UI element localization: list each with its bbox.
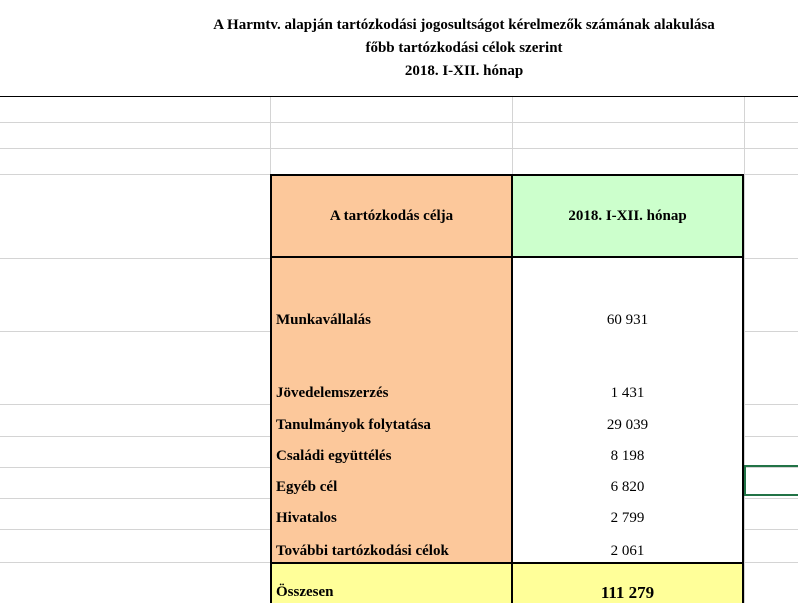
row-value: 6 820 [610,479,645,495]
header-period-cell[interactable] [513,174,744,258]
gridline [744,97,745,603]
total-label-cell[interactable] [270,562,513,603]
row-value-cell[interactable] [513,529,744,562]
gridline [0,122,798,123]
row-value: 8 198 [610,448,645,464]
gridline [0,148,798,149]
row-label-cell[interactable] [270,331,513,404]
total-value-cell[interactable] [513,562,744,603]
data-table [270,174,744,603]
row-value: 60 931 [606,312,649,328]
row-value: 2 061 [610,543,645,559]
row-label: Egyéb cél [276,479,338,495]
row-value-cell[interactable] [513,436,744,467]
row-label: Tanulmányok folytatása [276,417,431,433]
row-label: Munkavállalás [276,312,372,328]
row-value-cell[interactable] [513,258,744,331]
header-period-label: 2018. I-XII. hónap [568,207,687,224]
total-label: Összesen [276,584,334,600]
row-value: 29 039 [606,417,649,433]
row-label-cell[interactable] [270,498,513,529]
title-line-1: A Harmtv. alapján tartózkodási jogosultságot kérelmezők számának alakulása [213,17,715,33]
title-line-2: főbb tartózkodási célok szerint [365,40,563,56]
row-value: 1 431 [610,385,645,401]
total-value: 111 279 [600,583,655,602]
row-value-cell[interactable] [513,404,744,436]
report-title [0,0,798,97]
row-label: Családi együttélés [276,448,392,464]
row-label-cell[interactable] [270,467,513,498]
row-value: 2 799 [610,510,645,526]
row-label: További tartózkodási célok [276,543,449,559]
header-purpose-label: A tartózkodás célja [329,207,454,224]
row-value-cell[interactable] [513,498,744,529]
row-value-cell[interactable] [513,331,744,404]
row-label: Hivatalos [276,510,337,526]
row-label-cell[interactable] [270,529,513,562]
row-label-cell[interactable] [270,404,513,436]
row-value-cell[interactable] [513,467,744,498]
selected-cell-outline[interactable] [744,465,798,496]
row-label-cell[interactable] [270,436,513,467]
row-label: Jövedelemszerzés [276,385,389,401]
header-purpose-cell[interactable] [270,174,513,258]
title-line-3: 2018. I-XII. hónap [404,63,524,79]
row-label-cell[interactable] [270,258,513,331]
